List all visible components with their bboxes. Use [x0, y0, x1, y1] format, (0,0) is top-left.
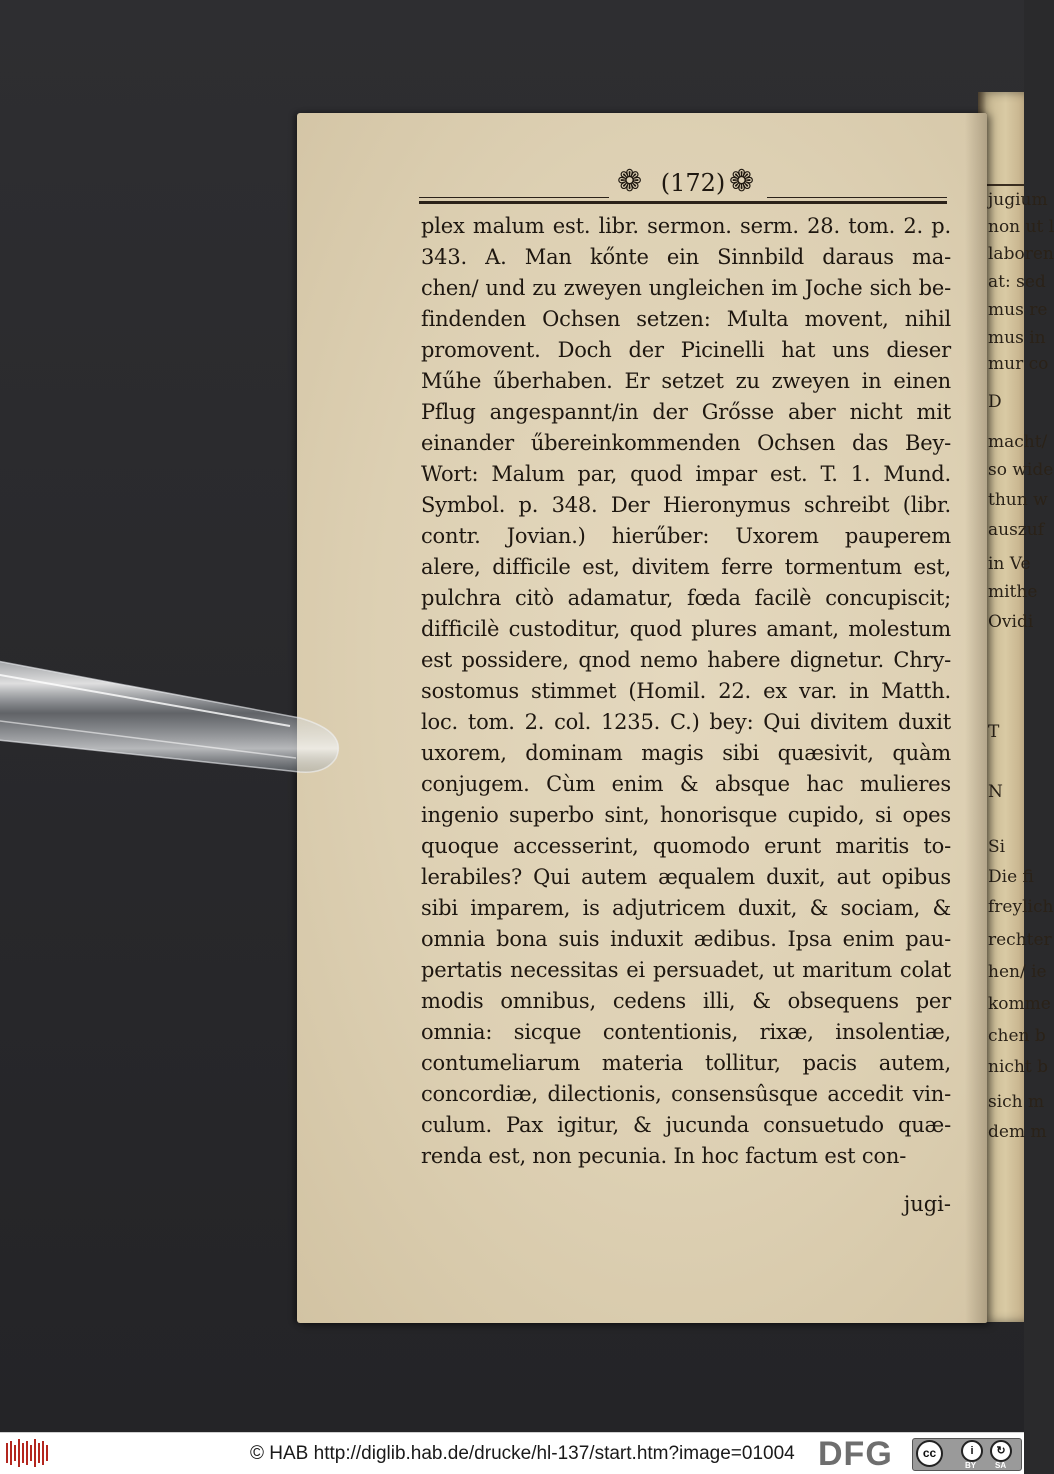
- page-number: (172): [660, 169, 726, 197]
- text-line: conjugem. Cùm enim & absque hac mulieres: [421, 772, 951, 796]
- text-line: culum. Pax igitur, & jucunda consuetudo quæ-: [421, 1113, 951, 1137]
- text-line: sostomus stimmet (Homil. 22. ex var. in Matth.: [421, 679, 951, 703]
- cc-license-badge[interactable]: [912, 1438, 1022, 1471]
- adjacent-page-fragment: chen b: [988, 1026, 1046, 1046]
- adjacent-page-fragment: auszuf: [988, 520, 1045, 540]
- license-sa-label: SA: [995, 1461, 1007, 1470]
- adjacent-page-fragment: dem m: [988, 1122, 1047, 1142]
- text-line: modis omnibus, cedens illi, & obsequens per: [421, 989, 951, 1013]
- share-alike-icon: ↻: [990, 1440, 1012, 1462]
- adjacent-page-rule: [984, 184, 1024, 186]
- adjacent-page-fragment: freylich: [988, 897, 1054, 917]
- text-line: uxorem, dominam magis sibi quæsivit, quàm: [421, 741, 951, 765]
- adjacent-page-fragment: jugium: [988, 190, 1048, 210]
- text-line: contr. Jovian.) hierűber: Uxorem pauperem: [421, 524, 951, 548]
- adjacent-page-fragment: laboren: [988, 244, 1054, 264]
- cc-icon: cc: [916, 1440, 943, 1467]
- text-line: pulchra citò adamatur, fœda facilè concupiscit;: [421, 586, 951, 610]
- adjacent-page-fragment: mur co: [988, 354, 1049, 374]
- text-line: concordiæ, dilectionis, consensûsque accedit vin-: [421, 1082, 951, 1106]
- adjacent-page-fragment: Ovidi: [988, 612, 1034, 632]
- text-line: promovent. Doch der Picinelli hat uns dieser: [421, 338, 951, 362]
- adjacent-page-fragment: T: [988, 722, 1000, 742]
- text-line: plex malum est. libr. sermon. serm. 28. tom. 2. p.: [421, 214, 951, 238]
- adjacent-page-fragment: mithe: [988, 582, 1038, 602]
- header-rule: [419, 201, 947, 204]
- text-line: einander űbereinkommenden Ochsen das Bey-: [421, 431, 951, 455]
- text-line: ingenio superbo sint, honorisque cupido, si opes: [421, 803, 951, 827]
- text-line: lerabiles? Qui autem æqualem duxit, aut opibus: [421, 865, 951, 889]
- header-rule-thin-right: [767, 197, 947, 198]
- license-by-label: BY: [965, 1461, 977, 1470]
- source-citation-link[interactable]: © HAB http://diglib.hab.de/drucke/hl-137/start.htm?image=01004: [250, 1443, 795, 1464]
- text-line: 343. A. Man kőnte ein Sinnbild daraus ma-: [421, 245, 951, 269]
- adjacent-page-fragment: Si: [988, 837, 1006, 857]
- adjacent-page-fragment: thun w: [988, 490, 1048, 510]
- adjacent-page-fragment: rechter: [988, 930, 1052, 950]
- book-page: [297, 113, 987, 1323]
- text-line: difficilè custoditur, quod plures amant, molestum: [421, 617, 951, 641]
- dfg-logo: DFG: [818, 1435, 893, 1473]
- header-ornament-left-icon: ❁: [617, 164, 643, 199]
- adjacent-page-fragment: D: [988, 392, 1002, 412]
- text-line: Symbol. p. 348. Der Hieronymus schreibt (libr.: [421, 493, 951, 517]
- adjacent-page-fragment: macht/: [988, 432, 1048, 452]
- text-line: renda est, non pecunia. In hoc factum est con-: [421, 1144, 907, 1168]
- text-line: omnia bona suis induxit ædibus. Ipsa enim pau-: [421, 927, 951, 951]
- text-line: omnia: sicque contentionis, rixæ, insolentiæ,: [421, 1020, 951, 1044]
- adjacent-page-fragment: Die fi: [988, 867, 1034, 887]
- adjacent-page-fragment: mus re: [988, 300, 1048, 320]
- adjacent-page-fragment: nicht b: [988, 1057, 1048, 1077]
- text-line: sibi imparem, is adjutricem duxit, & sociam, &: [421, 896, 951, 920]
- text-line: Wort: Malum par, quod impar est. T. 1. Mund.: [421, 462, 951, 486]
- header-rule-thin-left: [419, 197, 609, 198]
- viewer-footer: [0, 1432, 1024, 1474]
- adjacent-page-fragment: at: sed: [988, 272, 1046, 292]
- adjacent-page-fragment: sich m: [988, 1092, 1045, 1112]
- text-line: contumeliarum materia tollitur, pacis autem,: [421, 1051, 951, 1075]
- text-line: pertatis necessitas ei persuadet, ut maritum colat: [421, 958, 951, 982]
- adjacent-page-fragment: so wide: [988, 460, 1054, 480]
- adjacent-page-fragment: hen/ ie: [988, 962, 1047, 982]
- adjacent-page-fragment: non ut l: [988, 217, 1054, 237]
- page-body-text: [421, 211, 951, 1172]
- catchword: jugi-: [903, 1192, 951, 1216]
- adjacent-page-fragment: N: [988, 782, 1003, 802]
- text-line: Pflug angespannt/in der Grősse aber nicht mit: [421, 400, 951, 424]
- text-line: Műhe űberhaben. Er setzet zu zweyen in einen: [421, 369, 951, 393]
- text-line: quoque accesserint, quomodo erunt maritis to-: [421, 834, 951, 858]
- library-logo-icon: [6, 1439, 50, 1467]
- adjacent-page-fragment: in Ve: [988, 554, 1031, 574]
- adjacent-page-fragment: mus in: [988, 328, 1046, 348]
- text-line: alere, difficile est, divitem ferre tormentum est,: [421, 555, 951, 579]
- adjacent-page-fragment: komme: [988, 994, 1051, 1014]
- text-line: est possidere, qnod nemo habere dignetur. Chry-: [421, 648, 951, 672]
- text-line: findenden Ochsen setzen: Multa movent, nihil: [421, 307, 951, 331]
- text-line: loc. tom. 2. col. 1235. C.) bey: Qui divitem duxit: [421, 710, 951, 734]
- header-ornament-right-icon: ❁: [729, 164, 755, 199]
- attribution-icon: i: [961, 1440, 983, 1462]
- text-line: chen/ und zu zweyen ungleichen im Joche sich be-: [421, 276, 951, 300]
